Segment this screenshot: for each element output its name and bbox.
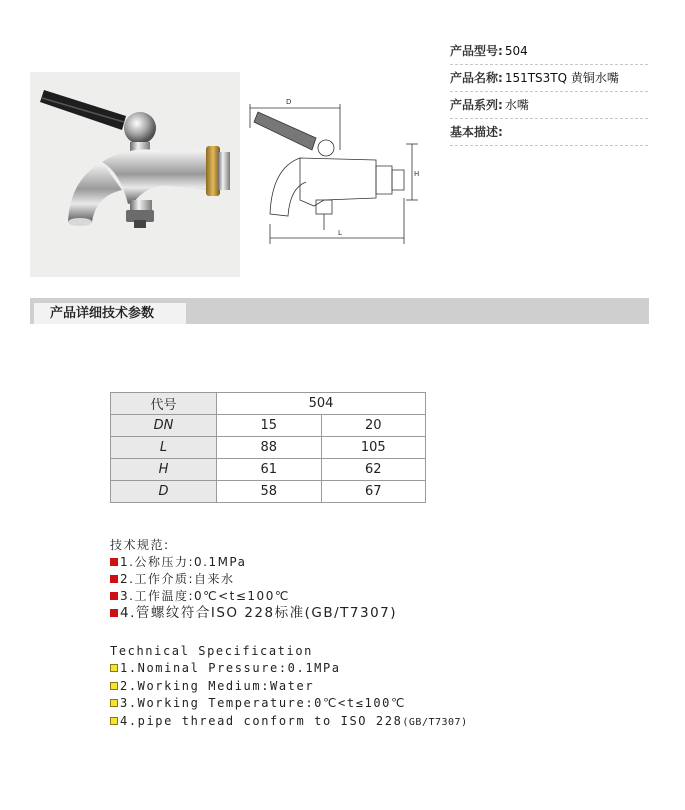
table-cell: 67 bbox=[321, 481, 426, 503]
list-item bbox=[110, 605, 397, 622]
info-row-description bbox=[450, 119, 648, 146]
red-square-icon bbox=[110, 609, 118, 617]
dim-h-label: H bbox=[414, 170, 420, 178]
list-item bbox=[110, 660, 468, 678]
info-value: 151TS3TQ 黄铜水嘴 bbox=[504, 71, 619, 85]
spec-en-text: 1.Nominal Pressure:0.1MPa bbox=[120, 661, 341, 675]
info-label: 产品型号: bbox=[450, 44, 503, 58]
product-photo bbox=[30, 72, 240, 277]
spec-cn-text: 3.工作温度:0℃<t≤100℃ bbox=[120, 589, 290, 603]
section-header bbox=[30, 298, 649, 324]
spec-cn-text: 4.管螺纹符合ISO 228标准(GB/T7307) bbox=[120, 605, 398, 621]
product-info bbox=[450, 38, 648, 146]
list-item bbox=[110, 713, 468, 731]
table-row bbox=[111, 393, 426, 415]
info-row-model bbox=[450, 38, 648, 65]
yellow-square-icon bbox=[110, 699, 118, 707]
table-row bbox=[111, 437, 426, 459]
info-value: 水嘴 bbox=[504, 98, 529, 112]
table-cell: L bbox=[111, 437, 217, 459]
info-label: 产品名称: bbox=[450, 71, 503, 85]
spec-en-text: 4.pipe thread conform to ISO 228 bbox=[120, 713, 403, 728]
table-cell: 20 bbox=[321, 415, 426, 437]
table-header-value: 504 bbox=[217, 393, 426, 415]
info-value: 504 bbox=[504, 44, 528, 58]
table-cell: D bbox=[111, 481, 217, 503]
table-cell: 105 bbox=[321, 437, 426, 459]
specs-en-title: Technical Specification bbox=[110, 644, 313, 658]
list-item bbox=[110, 554, 397, 571]
table-row bbox=[111, 415, 426, 437]
list-item bbox=[110, 695, 468, 713]
specs-english bbox=[110, 643, 468, 730]
list-item bbox=[110, 588, 397, 605]
spec-en-text: 3.Working Temperature:0℃<t≤100℃ bbox=[120, 696, 407, 710]
table-row bbox=[111, 481, 426, 503]
yellow-square-icon bbox=[110, 717, 118, 725]
spec-cn-text: 2.工作介质:自来水 bbox=[120, 572, 235, 586]
table-cell: 88 bbox=[217, 437, 322, 459]
info-row-series bbox=[450, 92, 648, 119]
technical-drawing bbox=[244, 88, 422, 250]
list-item bbox=[110, 571, 397, 588]
table-header-label: 代号 bbox=[111, 393, 217, 415]
table-cell: H bbox=[111, 459, 217, 481]
yellow-square-icon bbox=[110, 682, 118, 690]
dim-d-label: D bbox=[286, 98, 292, 106]
table-cell: 62 bbox=[321, 459, 426, 481]
table-cell: 58 bbox=[217, 481, 322, 503]
spec-table bbox=[110, 392, 426, 503]
red-square-icon bbox=[110, 575, 118, 583]
red-square-icon bbox=[110, 558, 118, 566]
red-square-icon bbox=[110, 592, 118, 600]
info-label: 基本描述: bbox=[450, 125, 503, 139]
table-cell: 15 bbox=[217, 415, 322, 437]
table-row bbox=[111, 459, 426, 481]
table-cell: 61 bbox=[217, 459, 322, 481]
table-cell: DN bbox=[111, 415, 217, 437]
dim-l-label: L bbox=[338, 229, 342, 237]
spec-en-suffix: (GB/T7307) bbox=[402, 716, 468, 728]
section-title: 产品详细技术参数 bbox=[34, 303, 186, 324]
list-item bbox=[110, 678, 468, 696]
specs-chinese bbox=[110, 536, 397, 622]
spec-en-text: 2.Working Medium:Water bbox=[120, 678, 315, 693]
info-label: 产品系列: bbox=[450, 98, 503, 112]
spec-cn-text: 1.公称压力:0.1MPa bbox=[120, 555, 247, 569]
info-row-name bbox=[450, 65, 648, 92]
specs-cn-title: 技术规范: bbox=[110, 538, 170, 552]
yellow-square-icon bbox=[110, 664, 118, 672]
